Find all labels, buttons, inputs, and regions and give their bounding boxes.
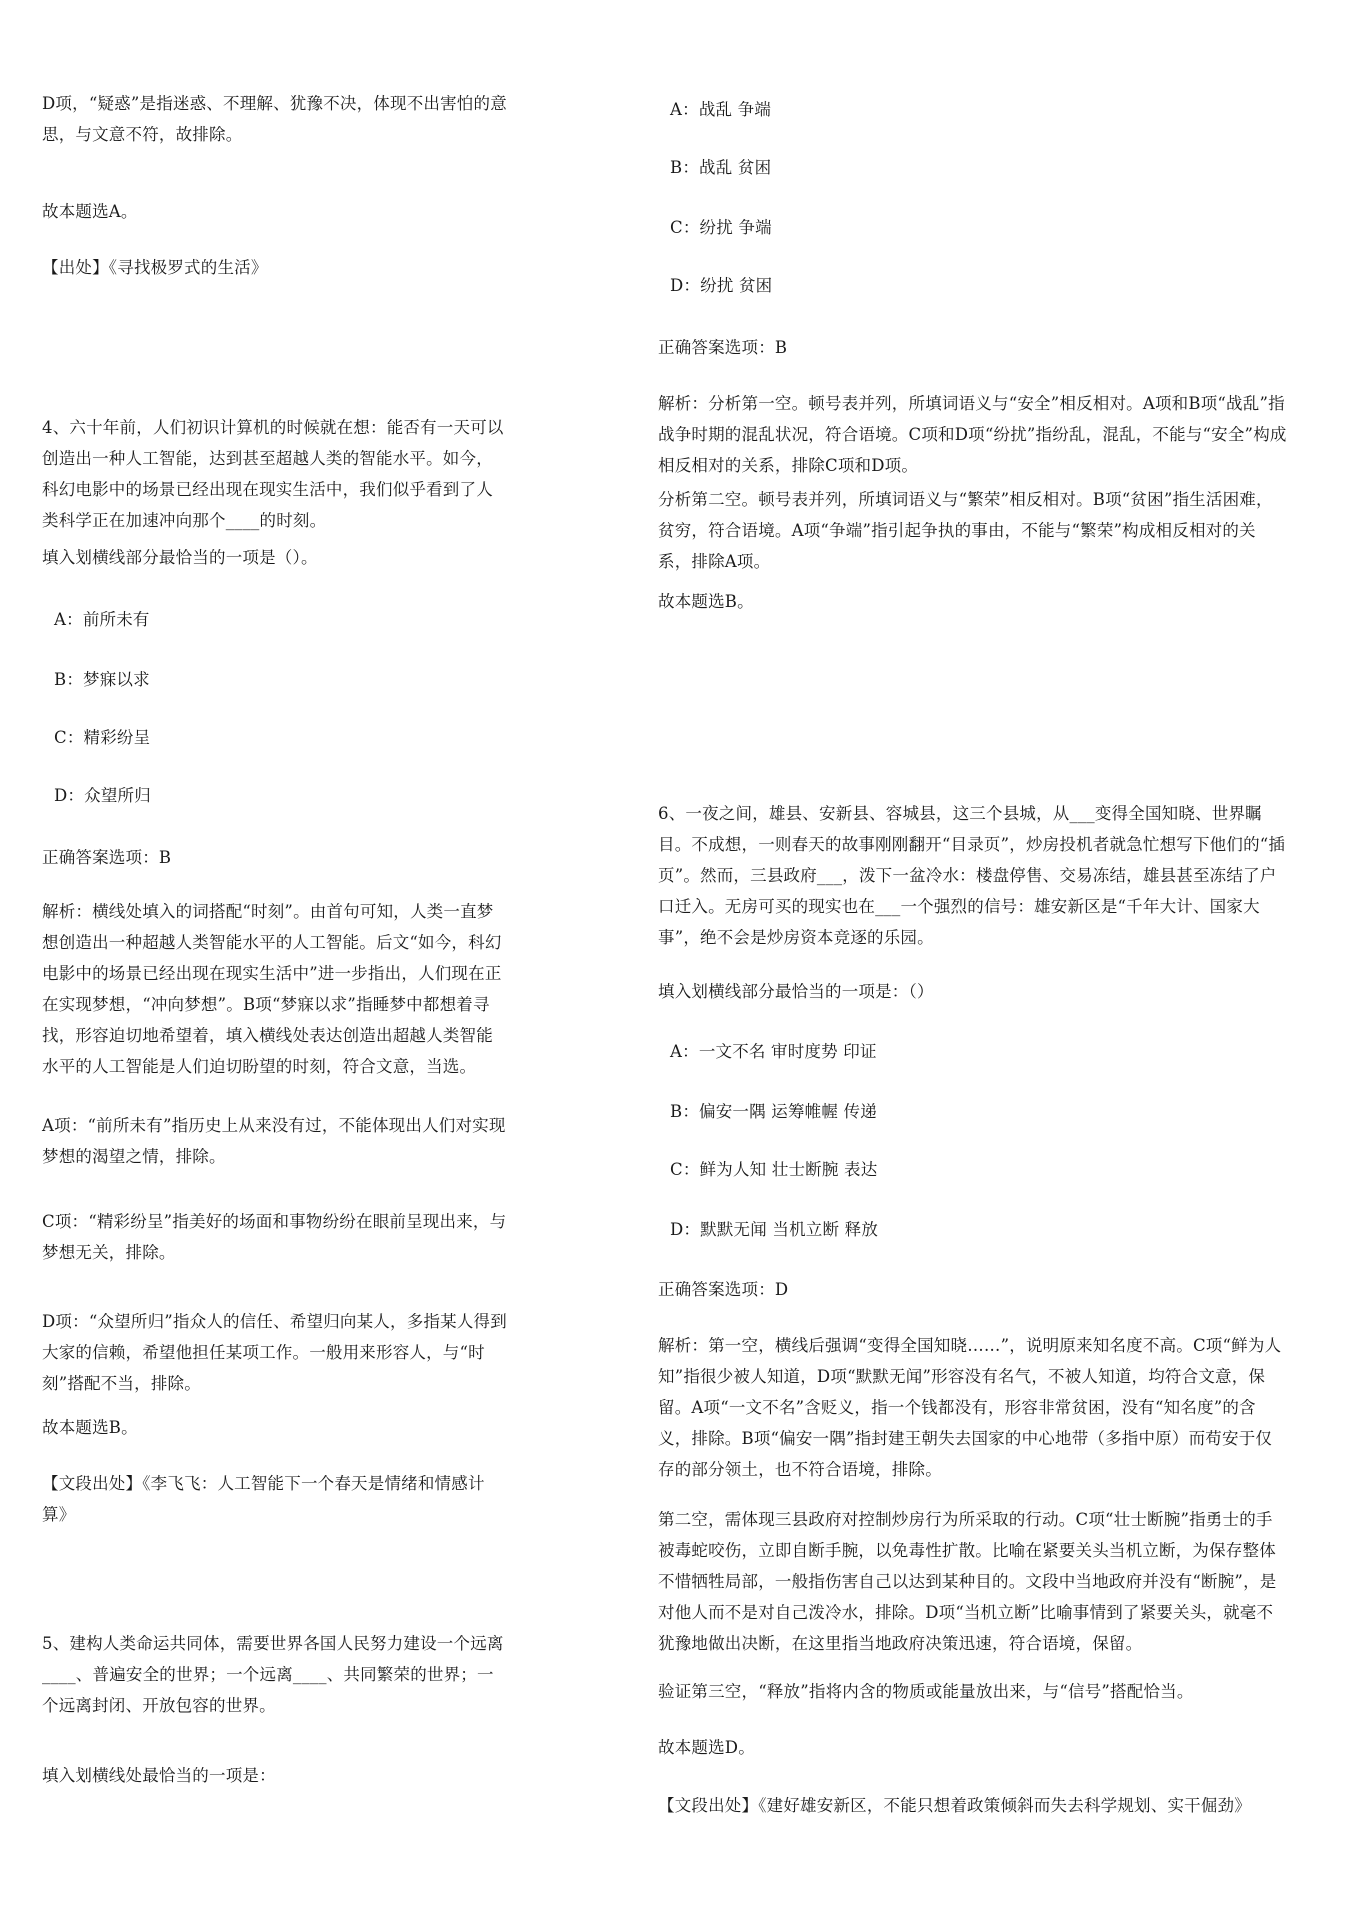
q5-prompt: 填入划横线处最恰当的一项是： <box>42 1766 276 1785</box>
q4-a-note: A项：“前所未有”指历史上从来没有过，不能体现出人们对实现梦想的渴望之情，排除。 <box>42 1116 506 1166</box>
q6-conclusion: 故本题选D。 <box>658 1738 755 1757</box>
q4-answer: 正确答案选项：B <box>42 848 172 867</box>
q4-option-b: B：梦寐以求 <box>54 670 150 689</box>
q4-option-a: A：前所未有 <box>54 610 150 629</box>
q5-option-c: C：纷扰 争端 <box>670 218 772 237</box>
q5-answer: 正确答案选项：B <box>658 338 788 357</box>
q5-option-b: B：战乱 贫困 <box>670 158 772 177</box>
q5-stem: 5、建构人类命运共同体，需要世界各国人民努力建设一个远离____、普遍安全的世界；一个远离____、共同繁荣的世界；一个远离封闭、开放包容的世界。 <box>42 1634 504 1715</box>
q6-option-d: D：默默无闻 当机立断 释放 <box>670 1220 879 1239</box>
q3-conclusion: 故本题选A。 <box>42 202 138 221</box>
q5-conclusion: 故本题选B。 <box>658 592 754 611</box>
q5-analysis-2: 分析第二空。顿号表并列，所填词语义与“繁荣”相反相对。B项“贫困”指生活困难，贫穷，符合语境。A项“争端”指引起争执的事由，不能与“繁荣”构成相反相对的关系，排除A项。 <box>658 490 1273 571</box>
q4-prompt: 填入划横线部分最恰当的一项是（）。 <box>42 548 318 567</box>
q4-c-note: C项：“精彩纷呈”指美好的场面和事物纷纷在眼前呈现出来，与梦想无关，排除。 <box>42 1212 507 1262</box>
q6-analysis-3: 验证第三空，“释放”指将内含的物质或能量放出来，与“信号”搭配恰当。 <box>658 1682 1194 1701</box>
q4-option-d: D：众望所归 <box>54 786 151 805</box>
q4-option-c: C：精彩纷呈 <box>54 728 151 747</box>
q6-option-c: C：鲜为人知 壮士断腕 表达 <box>670 1160 878 1179</box>
q3-source: 【出处】《寻找极罗式的生活》 <box>42 258 268 277</box>
q4-conclusion: 故本题选B。 <box>42 1418 138 1437</box>
q6-source: 【文段出处】《建好雄安新区，不能只想着政策倾斜而失去科学规划、实干倔劲》 <box>658 1796 1251 1815</box>
q6-stem: 6、一夜之间，雄县、安新县、容城县，这三个县城，从___变得全国知晓、世界瞩目。不成想，一则春天的故事刚刚翻开“目录页”，炒房投机者就急忙想写下他们的“插页”。然而，三县政府___，泼下一盆冷水：楼盘停售、交易冻结，雄县甚至冻结了户口迁入。无房可买的现实也在___一个强烈的信号：雄安新区是“千年大计、国家大事”，绝不会是炒房资本竞逐的乐园。 <box>658 804 1286 947</box>
q6-prompt: 填入划横线部分最恰当的一项是：（） <box>658 982 934 1001</box>
q6-analysis-1: 解析：第一空，横线后强调“变得全国知晓……”，说明原来知名度不高。C项“鲜为人知”指很少被人知道，D项“默默无闻”形容没有名气，不被人知道，均符合文意，保留。A项“一文不名”含贬义，指一个钱都没有，形容非常贫困，没有“知名度”的含义，排除。B项“偏安一隅”指封建王朝失去国家的中心地带（多指中原）而苟安于仅存的部分领土，也不符合语境，排除。 <box>658 1336 1282 1479</box>
q4-analysis: 解析：横线处填入的词搭配“时刻”。由首句可知，人类一直梦想创造出一种超越人类智能水平的人工智能。后文“如今，科幻电影中的场景已经出现在现实生活中”进一步指出，人们现在正在实现梦想，“冲向梦想”。B项“梦寐以求”指睡梦中都想着寻找，形容迫切地希望着，填入横线处表达创造出超越人类智能水平的人工智能是人们迫切盼望的时刻，符合文意，当选。 <box>42 902 502 1076</box>
q5-analysis-1: 解析：分析第一空。顿号表并列，所填词语义与“安全”相反相对。A项和B项“战乱”指战争时期的混乱状况，符合语境。C项和D项“纷扰”指纷乱，混乱，不能与“安全”构成相反相对的关系，排除C项和D项。 <box>658 394 1287 475</box>
q5-option-d: D：纷扰 贫困 <box>670 276 773 295</box>
q5-option-a: A：战乱 争端 <box>670 100 772 119</box>
q4-stem: 4、六十年前，人们初识计算机的时候就在想：能否有一天可以创造出一种人工智能，达到甚至超越人类的智能水平。如今，科幻电影中的场景已经出现在现实生活中，我们似乎看到了人类科学正在加速冲向那个____的时刻。 <box>42 418 504 530</box>
q3-d-analysis: D项，“疑惑”是指迷惑、不理解、犹豫不决，体现不出害怕的意思，与文意不符，故排除。 <box>42 94 507 144</box>
q6-option-a: A：一文不名 审时度势 印证 <box>670 1042 877 1061</box>
q6-option-b: B：偏安一隅 运筹帷幄 传递 <box>670 1102 877 1121</box>
q6-analysis-2: 第二空，需体现三县政府对控制炒房行为所采取的行动。C项“壮士断腕”指勇士的手被毒蛇咬伤，立即自断手腕，以免毒性扩散。比喻在紧要关头当机立断，为保存整体不惜牺牲局部，一般指伤害自己以达到某种目的。文段中当地政府并没有“断腕”，是对他人而不是对自己泼冷水，排除。D项“当机立断”比喻事情到了紧要关头，就毫不犹豫地做出决断，在这里指当地政府决策迅速，符合语境，保留。 <box>658 1510 1277 1653</box>
q4-source: 【文段出处】《李飞飞：人工智能下一个春天是情绪和情感计算》 <box>42 1474 485 1524</box>
q6-answer: 正确答案选项：D <box>658 1280 789 1299</box>
q4-d-note: D项：“众望所归”指众人的信任、希望归向某人，多指某人得到大家的信赖，希望他担任某项工作。一般用来形容人，与“时刻”搭配不当，排除。 <box>42 1312 507 1393</box>
